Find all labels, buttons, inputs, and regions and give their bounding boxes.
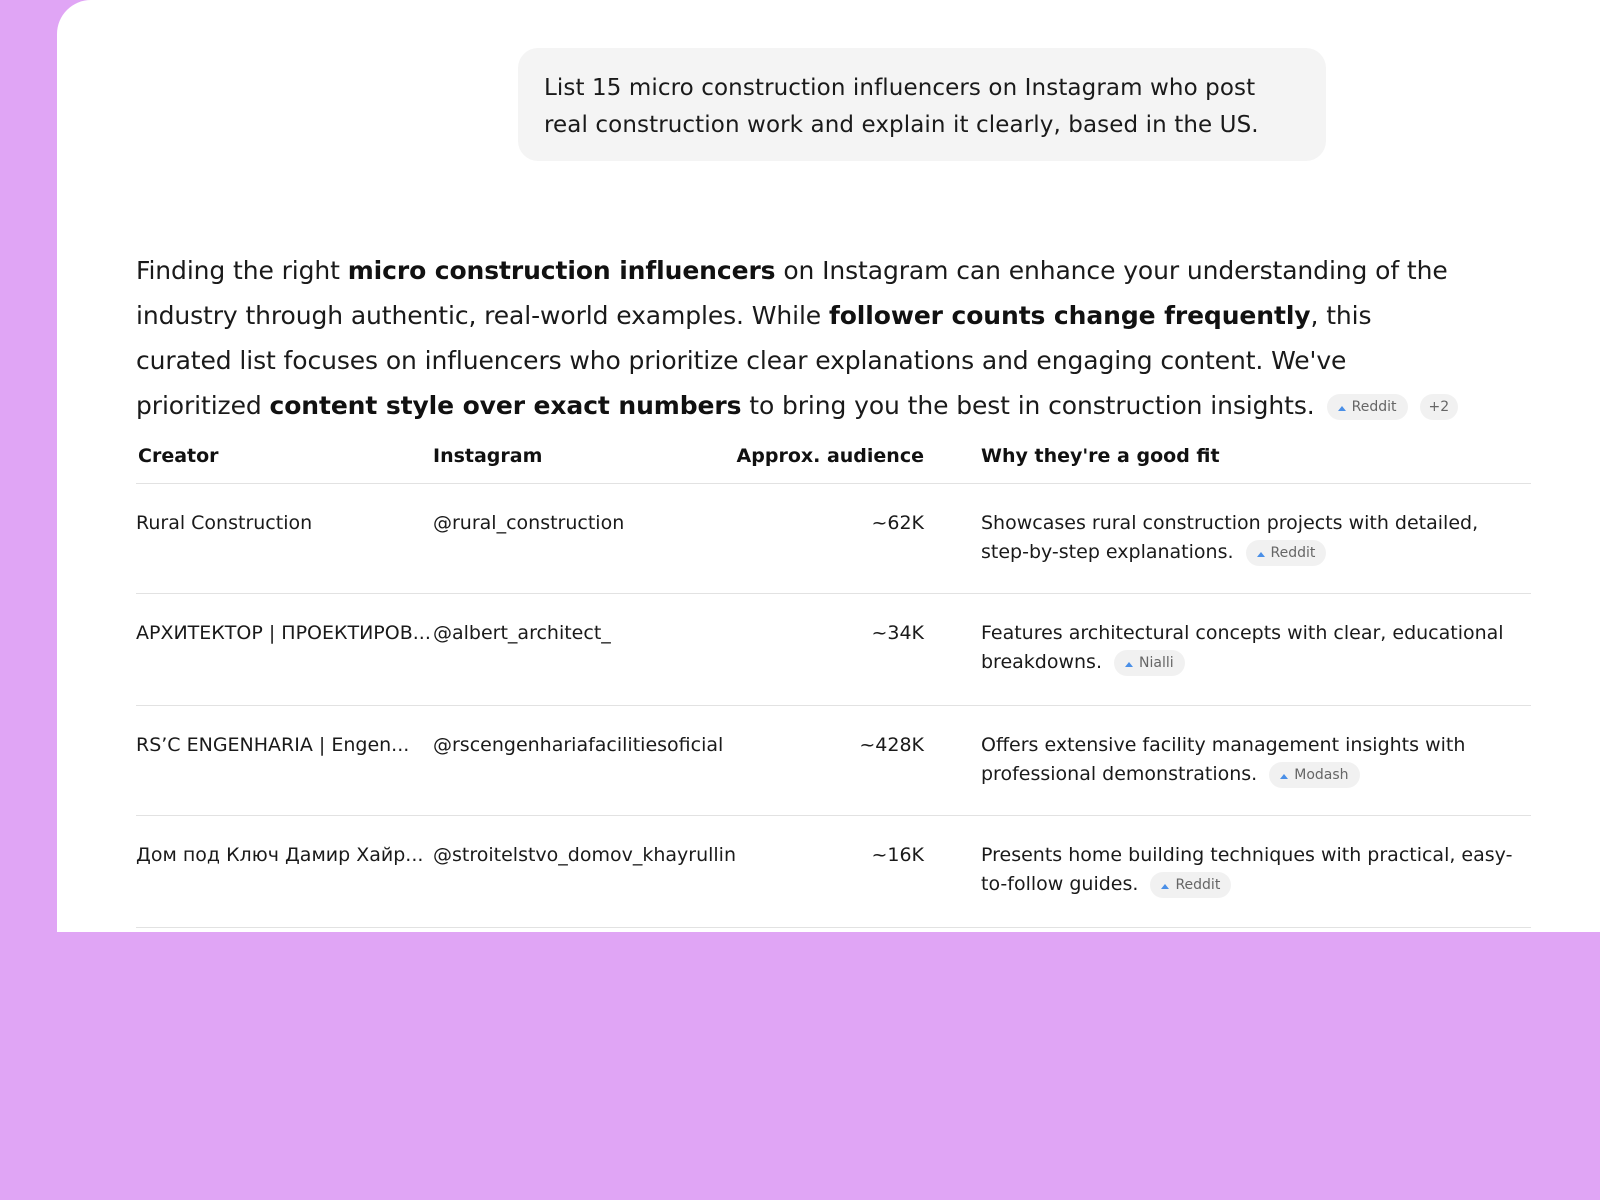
header-instagram: Instagram	[433, 444, 543, 467]
cell-why	[926, 509, 1531, 567]
cell-why-text: Showcases rural construction projects with detailed, step-by-step explanations.	[981, 512, 1479, 563]
header-creator: Creator	[138, 444, 219, 467]
source-chip[interactable]	[1269, 762, 1359, 788]
source-chip[interactable]	[1246, 540, 1327, 566]
assistant-answer	[136, 248, 1466, 428]
chat-panel	[57, 0, 1600, 932]
source-chip-label: Nialli	[1139, 654, 1174, 671]
source-chip-label: Reddit	[1351, 399, 1397, 415]
more-sources-count: +2	[1428, 399, 1450, 415]
cell-audience: ~428K	[859, 734, 924, 756]
header-why: Why they're a good fit	[981, 444, 1220, 467]
table-row	[136, 594, 1531, 706]
cell-audience: ~62K	[871, 512, 924, 534]
source-chip-label: Reddit	[1175, 876, 1221, 893]
source-icon	[1125, 659, 1133, 667]
cell-why-text: Offers extensive facility management insights with professional demonstrations.	[981, 734, 1466, 785]
cell-instagram: @rural_construction	[433, 512, 625, 534]
source-icon	[1280, 771, 1288, 779]
answer-text: , this curated list focuses on influencers who prioritize clear explanations and engaging content. We've prioritized	[136, 301, 1372, 420]
source-chip-label: Modash	[1294, 766, 1349, 783]
source-chip-reddit[interactable]	[1327, 394, 1408, 420]
answer-bold: follower counts change frequently	[828, 301, 1311, 330]
cell-audience: ~16K	[871, 844, 924, 866]
cell-creator: АРХИТЕКТОР | ПРОЕКТИРОВ...	[136, 622, 431, 644]
cell-why-text: Features architectural concepts with clear, educational breakdowns.	[981, 622, 1504, 673]
table-row	[136, 484, 1531, 594]
cell-creator: RS’C ENGENHARIA | Engen...	[136, 734, 410, 756]
more-sources-chip[interactable]	[1420, 394, 1459, 420]
cell-instagram: @stroitelstvo_domov_khayrullin	[433, 844, 737, 866]
source-chip[interactable]	[1150, 872, 1231, 898]
cell-creator: Rural Construction	[136, 512, 313, 534]
cell-creator: Дом под Ключ Дамир Хайр...	[136, 844, 424, 866]
source-icon	[1161, 881, 1169, 889]
cell-instagram: @rscengenhariafacilitiesoficial	[433, 734, 724, 756]
source-icon	[1257, 549, 1265, 557]
source-chip-label: Reddit	[1270, 544, 1316, 561]
cell-audience: ~34K	[871, 622, 924, 644]
cell-why	[926, 619, 1531, 677]
answer-bold: content style over exact numbers	[269, 391, 742, 420]
source-chip[interactable]	[1114, 650, 1185, 676]
user-message-text: List 15 micro construction influencers on Instagram who post real construction work and explain it clearly, based in the US.	[544, 75, 1259, 138]
cell-why-text: Presents home building techniques with practical, easy-to-follow guides.	[981, 844, 1513, 895]
table-row	[136, 816, 1531, 928]
answer-text: Finding the right	[136, 256, 348, 285]
influencer-table	[136, 428, 1531, 928]
answer-text: to bring you the best in construction insights.	[741, 391, 1315, 420]
answer-text: on Instagram can enhance your understanding of the industry through authentic, real-world examples. While	[136, 256, 1448, 330]
cell-instagram: @albert_architect_	[433, 622, 611, 644]
table-header	[136, 428, 1531, 484]
cell-why	[926, 841, 1531, 899]
user-message-bubble	[518, 48, 1326, 161]
header-audience: Approx. audience	[736, 444, 924, 467]
source-icon	[1338, 403, 1346, 411]
cell-why	[926, 731, 1531, 789]
answer-bold: micro construction influencers	[347, 256, 776, 285]
table-row	[136, 706, 1531, 816]
